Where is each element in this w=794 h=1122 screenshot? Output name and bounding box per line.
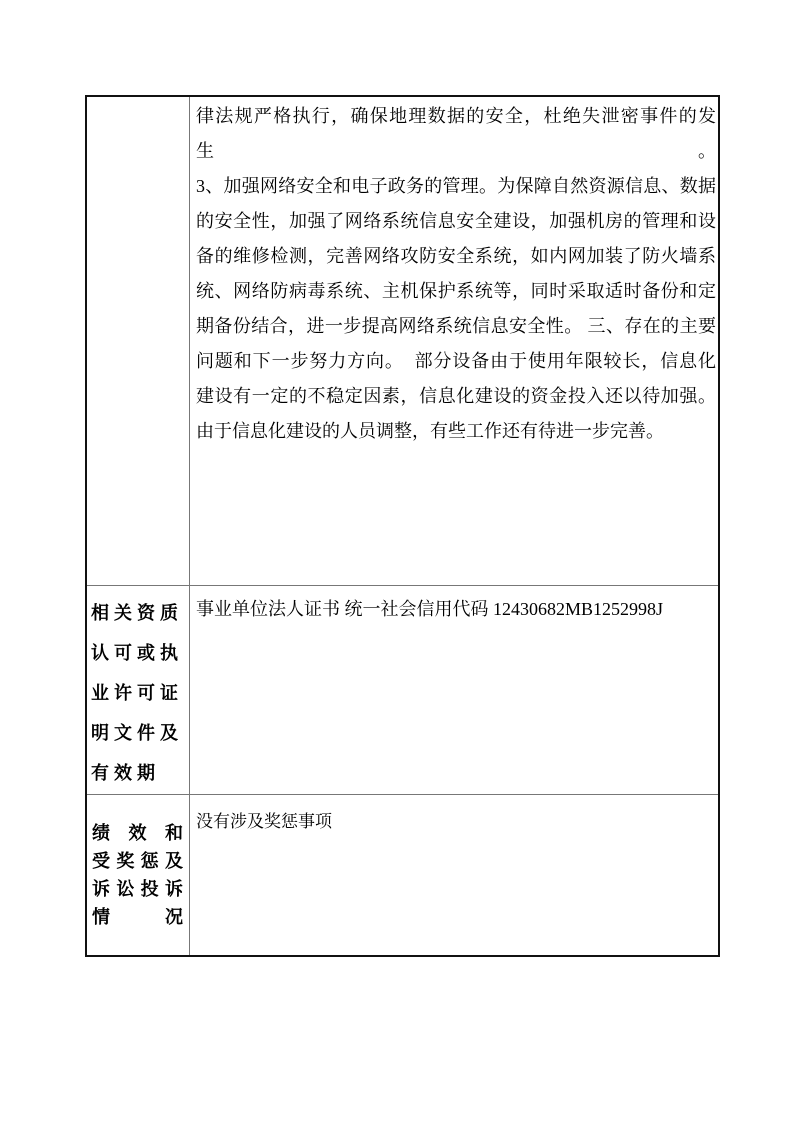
report-text-line: 3、加强网络安全和电子政务的管理。为保障自然资源信息、数据 [196,176,716,196]
label-line: 绩 效 和 [92,823,183,843]
label-line: 诉讼投诉 [92,879,183,899]
table-row-performance [87,794,718,955]
report-text-line: 期备份结合，进一步提高网络系统信息安全性。 三、存在的主要 [196,316,716,336]
qualifications-content-cell [190,586,718,794]
report-text-line: 备的维修检测，完善网络攻防安全系统，如内网加装了防火墙系 [196,246,716,266]
table-row-qualifications [87,585,718,794]
label-line: 业许可证 [91,683,183,703]
report-text-line: 问题和下一步努力方向。 部分设备由于使用年限较长，信息化 [196,351,716,371]
report-text-cell [190,97,718,585]
qualifications-label-cell [87,586,190,794]
performance-content-cell [190,795,718,955]
label-line: 明文件及 [91,723,183,743]
label-line: 情 况 [92,907,183,927]
label-line: 认可或执 [91,643,183,663]
report-text-line: 的安全性，加强了网络系统信息安全建设，加强机房的管理和设 [196,211,716,231]
label-cell-empty [87,97,190,585]
report-text-line: 建设有一定的不稳定因素，信息化建设的资金投入还以待加强。 [196,386,716,406]
performance-text: 没有涉及奖惩事项 [196,812,332,831]
table-row-report-continuation [87,97,718,585]
label-line: 受奖惩及 [92,851,183,871]
report-text-line: 统、网络防病毒系统、主机保护系统等，同时采取适时备份和定 [196,281,716,301]
report-text-line: 律法规严格执行，确保地理数据的安全，杜绝失泄密事件的发生。 [196,106,716,161]
annual-report-table [85,95,720,957]
certificate-text: 事业单位法人证书 统一社会信用代码 12430682MB1252998J [196,599,664,619]
report-text-line: 由于信息化建设的人员调整，有些工作还有待进一步完善。 [196,421,664,441]
label-line: 相关资质 [91,603,183,623]
performance-label-cell [87,795,190,955]
label-line: 有效期 [91,763,160,783]
